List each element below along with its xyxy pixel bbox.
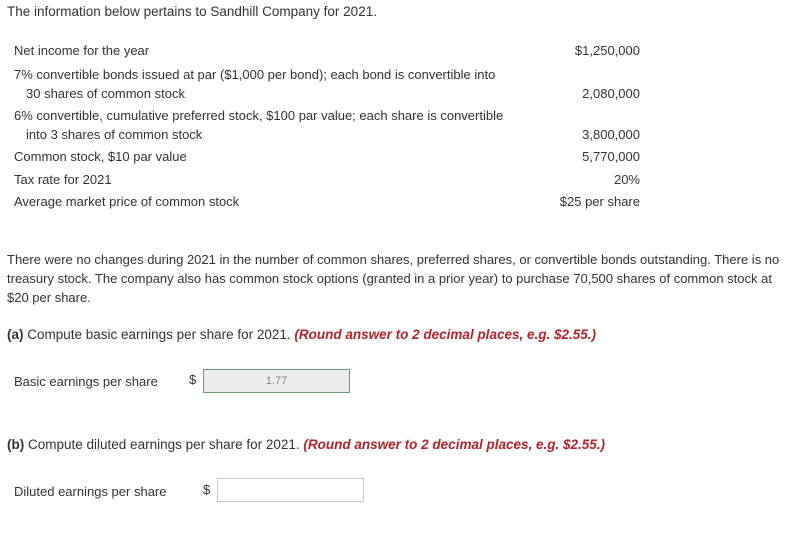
- diluted-eps-label: Diluted earnings per share: [14, 484, 167, 499]
- item-label-net-income: Net income for the year: [14, 43, 150, 58]
- item-value-preferred: 3,800,000: [582, 127, 640, 142]
- question-b: [7, 437, 605, 452]
- item-value-common-stock: 5,770,000: [582, 149, 640, 164]
- item-value-net-income: $1,250,000: [574, 43, 640, 58]
- item-label-preferred-line2: into 3 shares of common stock: [26, 127, 203, 142]
- diluted-eps-dollar-sign: $: [203, 482, 211, 497]
- question-a: [7, 327, 596, 342]
- item-label-market-price: Average market price of common stock: [14, 194, 240, 209]
- basic-eps-dollar-sign: $: [189, 372, 197, 387]
- basic-eps-input[interactable]: 1.77: [203, 369, 350, 393]
- basic-eps-label: Basic earnings per share: [14, 374, 158, 389]
- item-value-bonds: 2,080,000: [582, 86, 640, 101]
- item-label-common-stock: Common stock, $10 par value: [14, 149, 187, 164]
- intro-text: The information below pertains to Sandhill Company for 2021.: [7, 4, 377, 19]
- item-value-market-price: $25 per share: [559, 194, 640, 209]
- question-a-instruction: (Round answer to 2 decimal places, e.g. $2.55.): [294, 327, 597, 342]
- item-value-tax-rate: 20%: [613, 172, 640, 187]
- item-label-preferred-line1: 6% convertible, cumulative preferred stock, $100 par value; each share is convertible: [14, 108, 504, 123]
- question-b-text: Compute diluted earnings per share for 2021.: [24, 437, 304, 452]
- question-a-text: Compute basic earnings per share for 2021.: [23, 327, 295, 342]
- item-label-bonds-line2: 30 shares of common stock: [26, 86, 185, 101]
- question-b-prefix: (b): [7, 437, 25, 452]
- item-label-tax-rate: Tax rate for 2021: [14, 172, 112, 187]
- item-label-bonds-line1: 7% convertible bonds issued at par ($1,000 per bond); each bond is convertible into: [14, 67, 496, 82]
- question-b-instruction: (Round answer to 2 decimal places, e.g. $2.55.): [303, 437, 606, 452]
- info-paragraph: There were no changes during 2021 in the number of common shares, preferred shares, or convertible bonds outstanding. There is no treasury stock. The company also has common stock options (granted in a prior year) to purchase 70,500 shares of common stock at $20 per share.: [7, 252, 780, 305]
- question-a-prefix: (a): [7, 327, 24, 342]
- diluted-eps-input[interactable]: [217, 478, 364, 502]
